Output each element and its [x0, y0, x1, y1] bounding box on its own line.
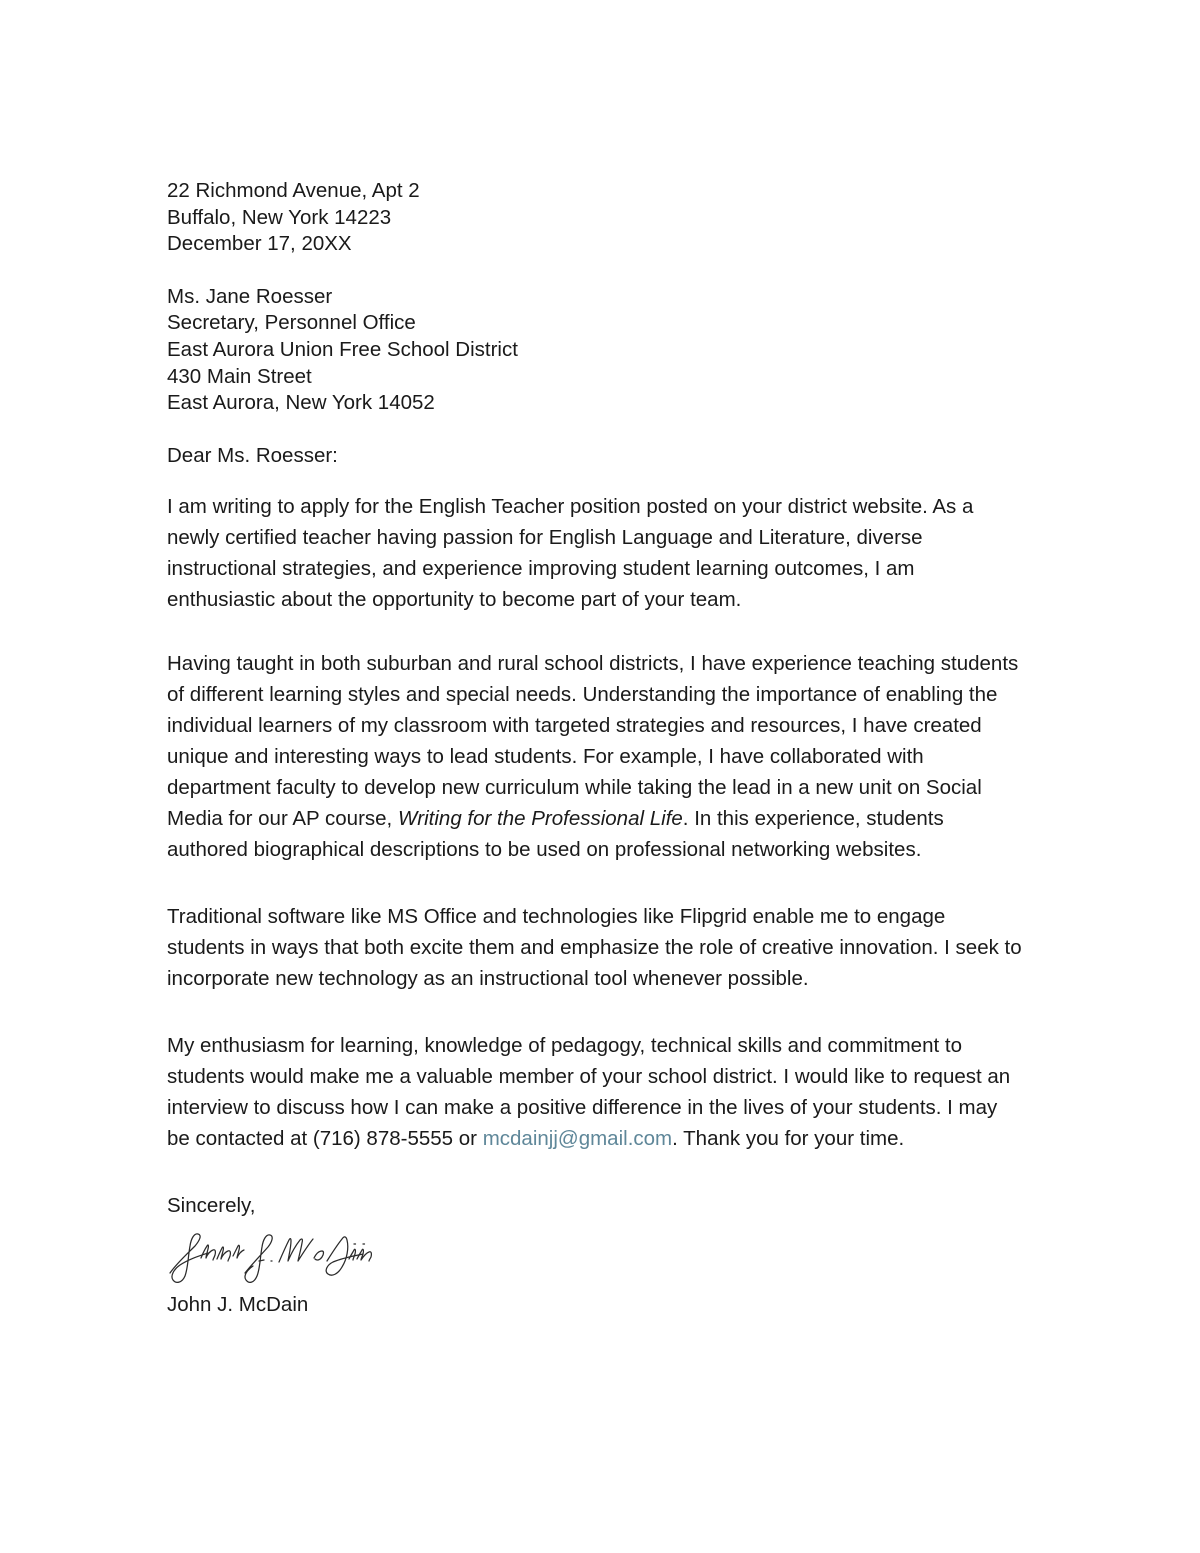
email-link[interactable]: mcdainjj@gmail.com	[482, 1127, 673, 1151]
recipient-street: 430 Main Street	[167, 364, 312, 388]
letter-body	[167, 178, 1022, 1320]
body-paragraph-4	[167, 1030, 1022, 1154]
body-paragraph-3: Traditional software like MS Office and technologies like Flipgrid enable me to engage students in ways that both excite them and emphasize the role of creative innovation. I seek to incorporate new technology as an instructional tool whenever possible.	[167, 905, 1022, 991]
sender-address-block	[167, 178, 1022, 258]
recipient-title: Secretary, Personnel Office	[167, 311, 416, 335]
signature-image	[167, 1227, 1022, 1285]
recipient-city-state-zip: East Aurora, New York 14052	[167, 391, 435, 415]
body-paragraph-2	[167, 648, 1022, 865]
paragraph-4-text-after-email: . Thank you for your time.	[672, 1127, 905, 1151]
paragraph-2-text-before-title: Having taught in both suburban and rural school districts, I have experience teaching students of different learning styles and special needs. Understanding the importance of enabling the individual learners of my classroom with targeted strategies and resources, I have created unique and interesting ways to lead students. For example, I have collaborated with department faculty to develop new curriculum while taking the lead in a new unit on Social Media for our AP course,	[167, 652, 1019, 831]
recipient-address-block	[167, 284, 1022, 417]
salutation: Dear Ms. Roesser:	[167, 443, 338, 467]
recipient-name: Ms. Jane Roesser	[167, 284, 333, 308]
recipient-organization: East Aurora Union Free School District	[167, 337, 518, 361]
letter-date: December 17, 20XX	[167, 232, 352, 256]
paragraph-2-text-after-title: . In this experience, students authored biographical descriptions to be used on professional networking websites.	[167, 807, 944, 862]
paragraph-4-text-before-email: My enthusiasm for learning, knowledge of pedagogy, technical skills and commitment to students would make me a valuable member of your school district. I would like to request an interview to discuss how I can make a positive difference in the lives of your students. I may be contacted at (716) 878-5555 or	[167, 1034, 1011, 1151]
signer-name: John J. McDain	[167, 1293, 309, 1317]
body-paragraph-1: I am writing to apply for the English Teacher position posted on your district website. As a newly certified teacher having passion for English Language and Literature, diverse instructional strategies, and experience improving student learning outcomes, I am enthusiastic about the opportunity to become part of your team.	[167, 495, 974, 612]
valediction: Sincerely,	[167, 1194, 256, 1218]
sender-city-state-zip: Buffalo, New York 14223	[167, 205, 392, 229]
sender-street: 22 Richmond Avenue, Apt 2	[167, 179, 420, 202]
course-title-italic: Writing for the Professional Life	[397, 807, 683, 831]
